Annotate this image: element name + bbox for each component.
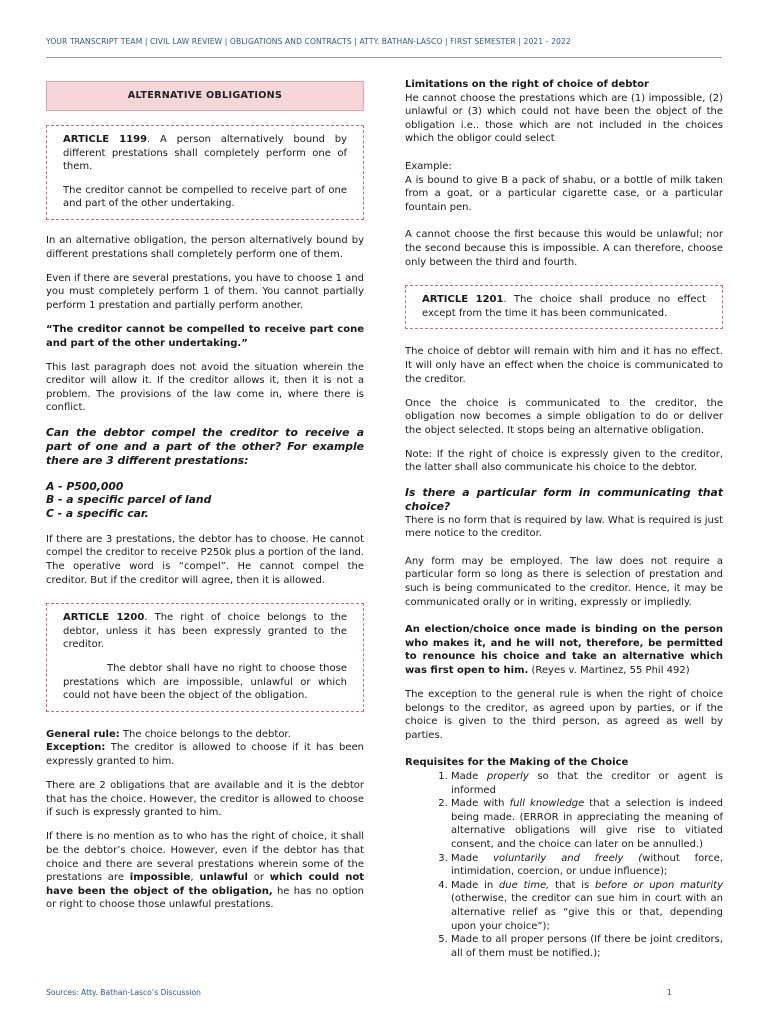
- left-column: [46, 78, 364, 922]
- bold-run: impossible: [129, 872, 191, 884]
- paragraph: Note: If the right of choice is expressly given to the creditor, the latter shall also communicate his choice to the debtor.: [405, 448, 723, 474]
- text-run: If there is no mention as to who has the right of choice, it shall be the debtor’s choice. However, even if the debtor has that choice and there are several prestations wherein some of the prestations are: [46, 831, 364, 884]
- requisite-item: 5. Made to all proper persons (If there be joint creditors, all of them must be notified.);: [451, 933, 723, 960]
- footer-source: Sources: Atty. Bathan-Lasco’s Discussion: [46, 988, 201, 997]
- limitations-heading: Limitations on the right of choice of debtor: [405, 79, 649, 90]
- paragraph-mixed: [46, 830, 364, 912]
- prestation-item: A - P500,000: [46, 479, 124, 493]
- page-header: YOUR TRANSCRIPT TEAM | CIVIL LAW REVIEW | OBLIGATIONS AND CONTRACTS | ATTY. BATHAN-LASCO | FIRST SEMESTER | 2021 - 2022: [46, 37, 571, 46]
- article-1199-box: [46, 125, 364, 220]
- section-title: ALTERNATIVE OBLIGATIONS: [46, 81, 364, 111]
- text-run: or: [247, 872, 270, 884]
- article-1201-label: ARTICLE 1201: [422, 294, 504, 306]
- text-run: Made with: [451, 798, 510, 810]
- quote-heading: “The creditor cannot be compelled to receive part cone and part of the other undertaking.”: [46, 323, 364, 349]
- bold-run: unlawful: [199, 872, 248, 884]
- italic-run: full knowledge: [509, 798, 585, 810]
- text-run: that a selection is indeed being made. (ERROR in appreciating the meaning of alternative obligations will give rise to vitiated consent, and the choice can later on be annulled.): [451, 798, 723, 850]
- italic-run: voluntarily and freely (: [493, 852, 643, 864]
- requisites-list: [405, 770, 723, 960]
- text-run: (otherwise, the creditor can sue him in court with an alternative relief as “give this or that, depending upon your choice”);: [451, 893, 723, 932]
- prestation-list: [46, 480, 364, 521]
- citation-run: (Reyes v. Martinez, 55 Phil 492): [528, 664, 690, 676]
- article-1200-paragraph-2: The debtor shall have no right to choose those prestations which are impossible, unlawful or which could not have been the object of the obligation.: [63, 663, 347, 702]
- text-run: that is: [549, 879, 596, 891]
- paragraph: He cannot choose the prestations which are (1) impossible, (2) unlawful or (3) which could not have been the object of the obligation i.e.. those which are not included in the choices which the obligor could select: [405, 92, 723, 145]
- exception-text: The creditor is allowed to choose if it has been expressly granted to him.: [46, 742, 364, 768]
- article-1199-label: ARTICLE 1199: [63, 134, 148, 145]
- text-run: Made: [451, 852, 494, 864]
- requisite-item: [451, 797, 723, 851]
- general-rule-label: General rule:: [46, 728, 120, 740]
- paragraph: A cannot choose the first because this would be unlawful; nor the second because this is impossible. A can therefore, choose only between the third and fourth.: [405, 229, 723, 268]
- requisite-item: [451, 770, 723, 797]
- paragraph: The exception to the general rule is when the right of choice belongs to the creditor, as agreed upon by parties, or if the choice is given to the third person, as agreed as well by parties.: [405, 689, 723, 741]
- text-run: without force, intimidation, coercion, or undue influence);: [451, 852, 723, 878]
- exception-label: Exception:: [46, 742, 106, 754]
- paragraph: Even if there are several prestations, you have to choose 1 and you must completely perform 1 of them. You cannot partially perform 1 prestation and partially perform another.: [46, 272, 364, 311]
- article-1199-paragraph-2: The creditor cannot be compelled to receive part of one and part of the other undertaking.: [63, 184, 347, 210]
- article-1201-text: . The choice shall produce no effect except from the time it has been communicated.: [422, 294, 707, 319]
- text-run: Made: [451, 770, 487, 782]
- paragraph: There are 2 obligations that are available and it is the debtor that has the choice. However, the creditor is allowed to choose if such is expressly granted to him.: [46, 780, 364, 819]
- requisite-item: [451, 852, 723, 879]
- bold-run: An election/choice once made is binding on the person who makes it, and he will not, therefore, be permitted to renounce his choice and take an alternative which was first open to him.: [405, 624, 723, 676]
- paragraph: Any form may be employed. The law does not require a particular form so long as there is selection of prestation and such is being communicated to the creditor. Hence, it may be communicated orally or in writing, expressly or impliedly.: [405, 555, 723, 608]
- general-rule-text: The choice belongs to the debtor.: [119, 728, 291, 740]
- text-run: ,: [190, 872, 200, 884]
- header-divider: [46, 57, 722, 58]
- paragraph: The choice of debtor will remain with him and it has no effect. It will only have an effect when the choice is communicated to the creditor.: [405, 346, 723, 385]
- requisite-item: [451, 879, 723, 933]
- prestation-item: C - a specific car.: [46, 507, 149, 521]
- paragraph-mixed: [405, 623, 723, 677]
- paragraph: A is bound to give B a pack of shabu, or a bottle of milk taken from a goat, or a particular cigarette case, or a particular fountain pen.: [405, 174, 723, 213]
- text-run: he has no option or right to choose those unlawful prestations.: [46, 885, 364, 911]
- example-label: Example:: [405, 160, 452, 172]
- paragraph: This last paragraph does not avoid the situation wherein the creditor will allow it. If the creditor allows it, then it is not a problem. The provisions of the law come in, where there is conflict.: [46, 361, 364, 414]
- paragraph: If there are 3 prestations, the debtor has to choose. He cannot compel the creditor to receive P250k plus a portion of the land. The operative word is “compel”. He cannot compel the creditor. But if the creditor will agree, then it is allowed.: [46, 533, 364, 586]
- requisites-heading: Requisites for the Making of the Choice: [405, 757, 629, 769]
- page-number: 1: [667, 988, 672, 997]
- bold-run: which could not have been the object of the obligation,: [46, 872, 365, 897]
- italic-run: before or upon maturity: [595, 879, 723, 891]
- right-column: [405, 78, 723, 960]
- question-heading: Can the debtor compel the creditor to receive a part of one and a part of the other? For example there are 3 different prestations:: [46, 425, 364, 467]
- italic-run: due time,: [498, 879, 550, 891]
- article-1200-label: ARTICLE 1200: [63, 612, 145, 624]
- article-1200-box: [46, 603, 364, 712]
- prestation-item: B - a specific parcel of land: [46, 493, 212, 507]
- question-heading: Is there a particular form in communicating that choice?: [405, 485, 723, 513]
- paragraph: There is no form that is required by law. What is required is just mere notice to the creditor.: [405, 514, 723, 540]
- article-1199-text: . A person alternatively bound by different prestations shall completely perform one of them.: [63, 134, 348, 173]
- paragraph: In an alternative obligation, the person alternatively bound by different prestations shall completely perform one of them.: [46, 234, 364, 260]
- article-1201-box: [405, 285, 723, 329]
- article-1200-text: . The right of choice belongs to the debtor, unless it has been expressly granted to the creditor.: [63, 612, 347, 651]
- paragraph: Once the choice is communicated to the creditor, the obligation now becomes a simple obligation to do or deliver the object selected. It stops being an alternative obligation.: [405, 397, 723, 436]
- text-run: Made in: [451, 879, 499, 891]
- text-run: so that the creditor or agent is informed: [451, 770, 723, 796]
- italic-run: properly: [486, 770, 529, 782]
